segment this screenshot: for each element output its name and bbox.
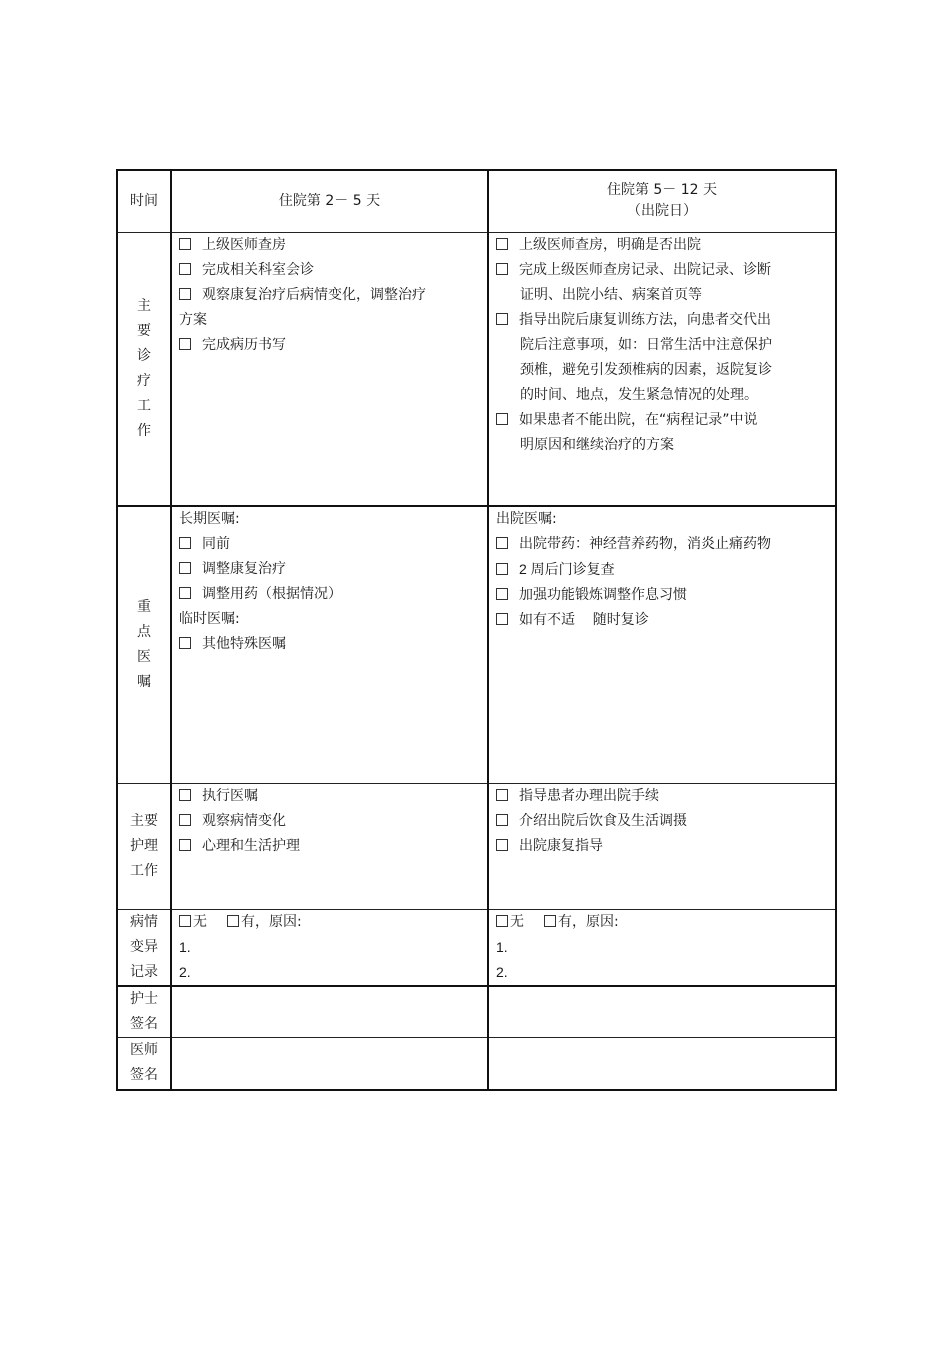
checkbox[interactable] xyxy=(496,238,508,250)
checkbox[interactable] xyxy=(496,839,508,851)
row-label-variance-record: 病情 变异 记录 xyxy=(117,909,171,986)
row-label-doctor-signature: 医师 签名 xyxy=(117,1038,171,1090)
checklist-item[interactable]: 上级医师查房 xyxy=(179,233,479,258)
row-label-nurse-signature: 护士 签名 xyxy=(117,986,171,1038)
checklist-item[interactable]: 出院带药：神经营养药物，消炎止痛药物 xyxy=(496,532,827,557)
checkbox[interactable] xyxy=(179,263,191,275)
column-header-days-2-5: 住院第 2－ 5 天 xyxy=(171,170,488,232)
checkbox[interactable] xyxy=(179,288,191,300)
row-label-nursing-work: 主要 护理 工作 xyxy=(117,783,171,909)
checkbox[interactable] xyxy=(179,839,191,851)
checklist-item[interactable]: 出院康复指导 xyxy=(496,834,827,859)
variance-none-option[interactable]: 无 xyxy=(179,914,207,930)
checkbox[interactable] xyxy=(179,814,191,826)
doctor-signature-field-days-5-12[interactable] xyxy=(488,1038,836,1090)
checklist-item-continuation: 方案 xyxy=(179,311,207,328)
diagnosis-cell-days-2-5 xyxy=(171,232,488,506)
variance-line-2[interactable]: 2. xyxy=(179,963,191,980)
checkbox[interactable] xyxy=(179,789,191,801)
checkbox[interactable] xyxy=(179,587,191,599)
checklist-item[interactable]: 指导患者办理出院手续 xyxy=(496,784,827,809)
checklist-item[interactable]: 观察康复治疗后病情变化，调整治疗 xyxy=(179,283,479,308)
checklist-item-continuation: 明原因和继续治疗的方案 xyxy=(520,436,674,453)
checkbox[interactable] xyxy=(496,413,508,425)
checkbox[interactable] xyxy=(179,637,191,649)
checklist-item-continuation: 证明、出院小结、病案首页等 xyxy=(520,286,702,303)
checkbox[interactable] xyxy=(179,537,191,549)
checklist-item-continuation: 院后注意事项，如：日常生活中注意保护 xyxy=(520,336,772,353)
variance-yes-option[interactable]: 有，原因: xyxy=(227,914,302,930)
checklist-item[interactable]: 完成病历书写 xyxy=(179,333,479,358)
nurse-signature-field-days-5-12[interactable] xyxy=(488,986,836,1038)
long-term-orders-title: 长期医嘱: xyxy=(179,511,240,527)
checkbox[interactable] xyxy=(496,263,508,275)
checkbox[interactable] xyxy=(544,915,556,927)
time-header-label: 时间 xyxy=(117,170,171,232)
checklist-item[interactable]: 执行医嘱 xyxy=(179,784,479,809)
nursing-cell-days-2-5 xyxy=(171,783,488,909)
checklist-item-continuation: 的时间、地点，发生紧急情况的处理。 xyxy=(520,386,758,403)
column-header-days-5-12: 住院第 5－ 12 天 （出院日） xyxy=(488,170,836,232)
variance-cell-days-5-12 xyxy=(488,909,836,986)
checkbox[interactable] xyxy=(496,537,508,549)
checklist-item[interactable]: 指导出院后康复训练方法，向患者交代出 xyxy=(496,308,827,333)
checkbox[interactable] xyxy=(496,613,508,625)
checkbox[interactable] xyxy=(496,915,508,927)
temporary-orders-title: 临时医嘱: xyxy=(179,611,240,627)
checklist-item[interactable]: 如有不适 随时复诊 xyxy=(496,608,827,633)
nurse-signature-field-days-2-5[interactable] xyxy=(171,986,488,1038)
checklist-item[interactable]: 观察病情变化 xyxy=(179,809,479,834)
checklist-item[interactable]: 调整康复治疗 xyxy=(179,557,479,582)
variance-yes-option[interactable]: 有，原因: xyxy=(544,914,619,930)
doctor-signature-field-days-2-5[interactable] xyxy=(171,1038,488,1090)
nursing-cell-days-5-12 xyxy=(488,783,836,909)
checklist-item[interactable]: 上级医师查房，明确是否出院 xyxy=(496,233,827,258)
discharge-orders-title: 出院医嘱: xyxy=(496,511,557,527)
variance-none-option[interactable]: 无 xyxy=(496,914,524,930)
checklist-item[interactable]: 其他特殊医嘱 xyxy=(179,632,479,657)
checklist-item[interactable]: 加强功能锻炼调整作息习惯 xyxy=(496,583,827,608)
checklist-item[interactable]: 完成相关科室会诊 xyxy=(179,258,479,283)
checklist-item[interactable]: 心理和生活护理 xyxy=(179,834,479,859)
checklist-item[interactable]: 介绍出院后饮食及生活调摄 xyxy=(496,809,827,834)
checkbox[interactable] xyxy=(227,915,239,927)
variance-line-2[interactable]: 2. xyxy=(496,963,508,980)
checklist-item[interactable]: 同前 xyxy=(179,532,479,557)
row-label-key-orders: 重 点 医 嘱 xyxy=(117,506,171,783)
checklist-item[interactable]: 2 周后门诊复查 xyxy=(496,557,827,583)
checkbox[interactable] xyxy=(496,313,508,325)
checkbox[interactable] xyxy=(179,338,191,350)
variance-line-1[interactable]: 1. xyxy=(496,938,508,955)
checkbox[interactable] xyxy=(179,562,191,574)
checkbox[interactable] xyxy=(496,563,508,575)
checkbox[interactable] xyxy=(496,814,508,826)
checklist-item[interactable]: 调整用药（根据情况） xyxy=(179,582,479,607)
diagnosis-cell-days-5-12 xyxy=(488,232,836,506)
row-label-diagnosis-work: 主 要 诊 疗 工 作 xyxy=(117,232,171,506)
checklist-item-continuation: 颈椎，避免引发颈椎病的因素，返院复诊 xyxy=(520,361,772,378)
checkbox[interactable] xyxy=(179,238,191,250)
checkbox[interactable] xyxy=(179,915,191,927)
variance-cell-days-2-5 xyxy=(171,909,488,986)
checklist-item[interactable]: 如果患者不能出院，在“病程记录”中说 xyxy=(496,408,827,433)
checkbox[interactable] xyxy=(496,789,508,801)
orders-cell-days-2-5 xyxy=(171,506,488,783)
checklist-item[interactable]: 完成上级医师查房记录、出院记录、诊断 xyxy=(496,258,827,283)
checkbox[interactable] xyxy=(496,588,508,600)
variance-line-1[interactable]: 1. xyxy=(179,938,191,955)
orders-cell-days-5-12 xyxy=(488,506,836,783)
clinical-pathway-table xyxy=(116,169,837,1091)
